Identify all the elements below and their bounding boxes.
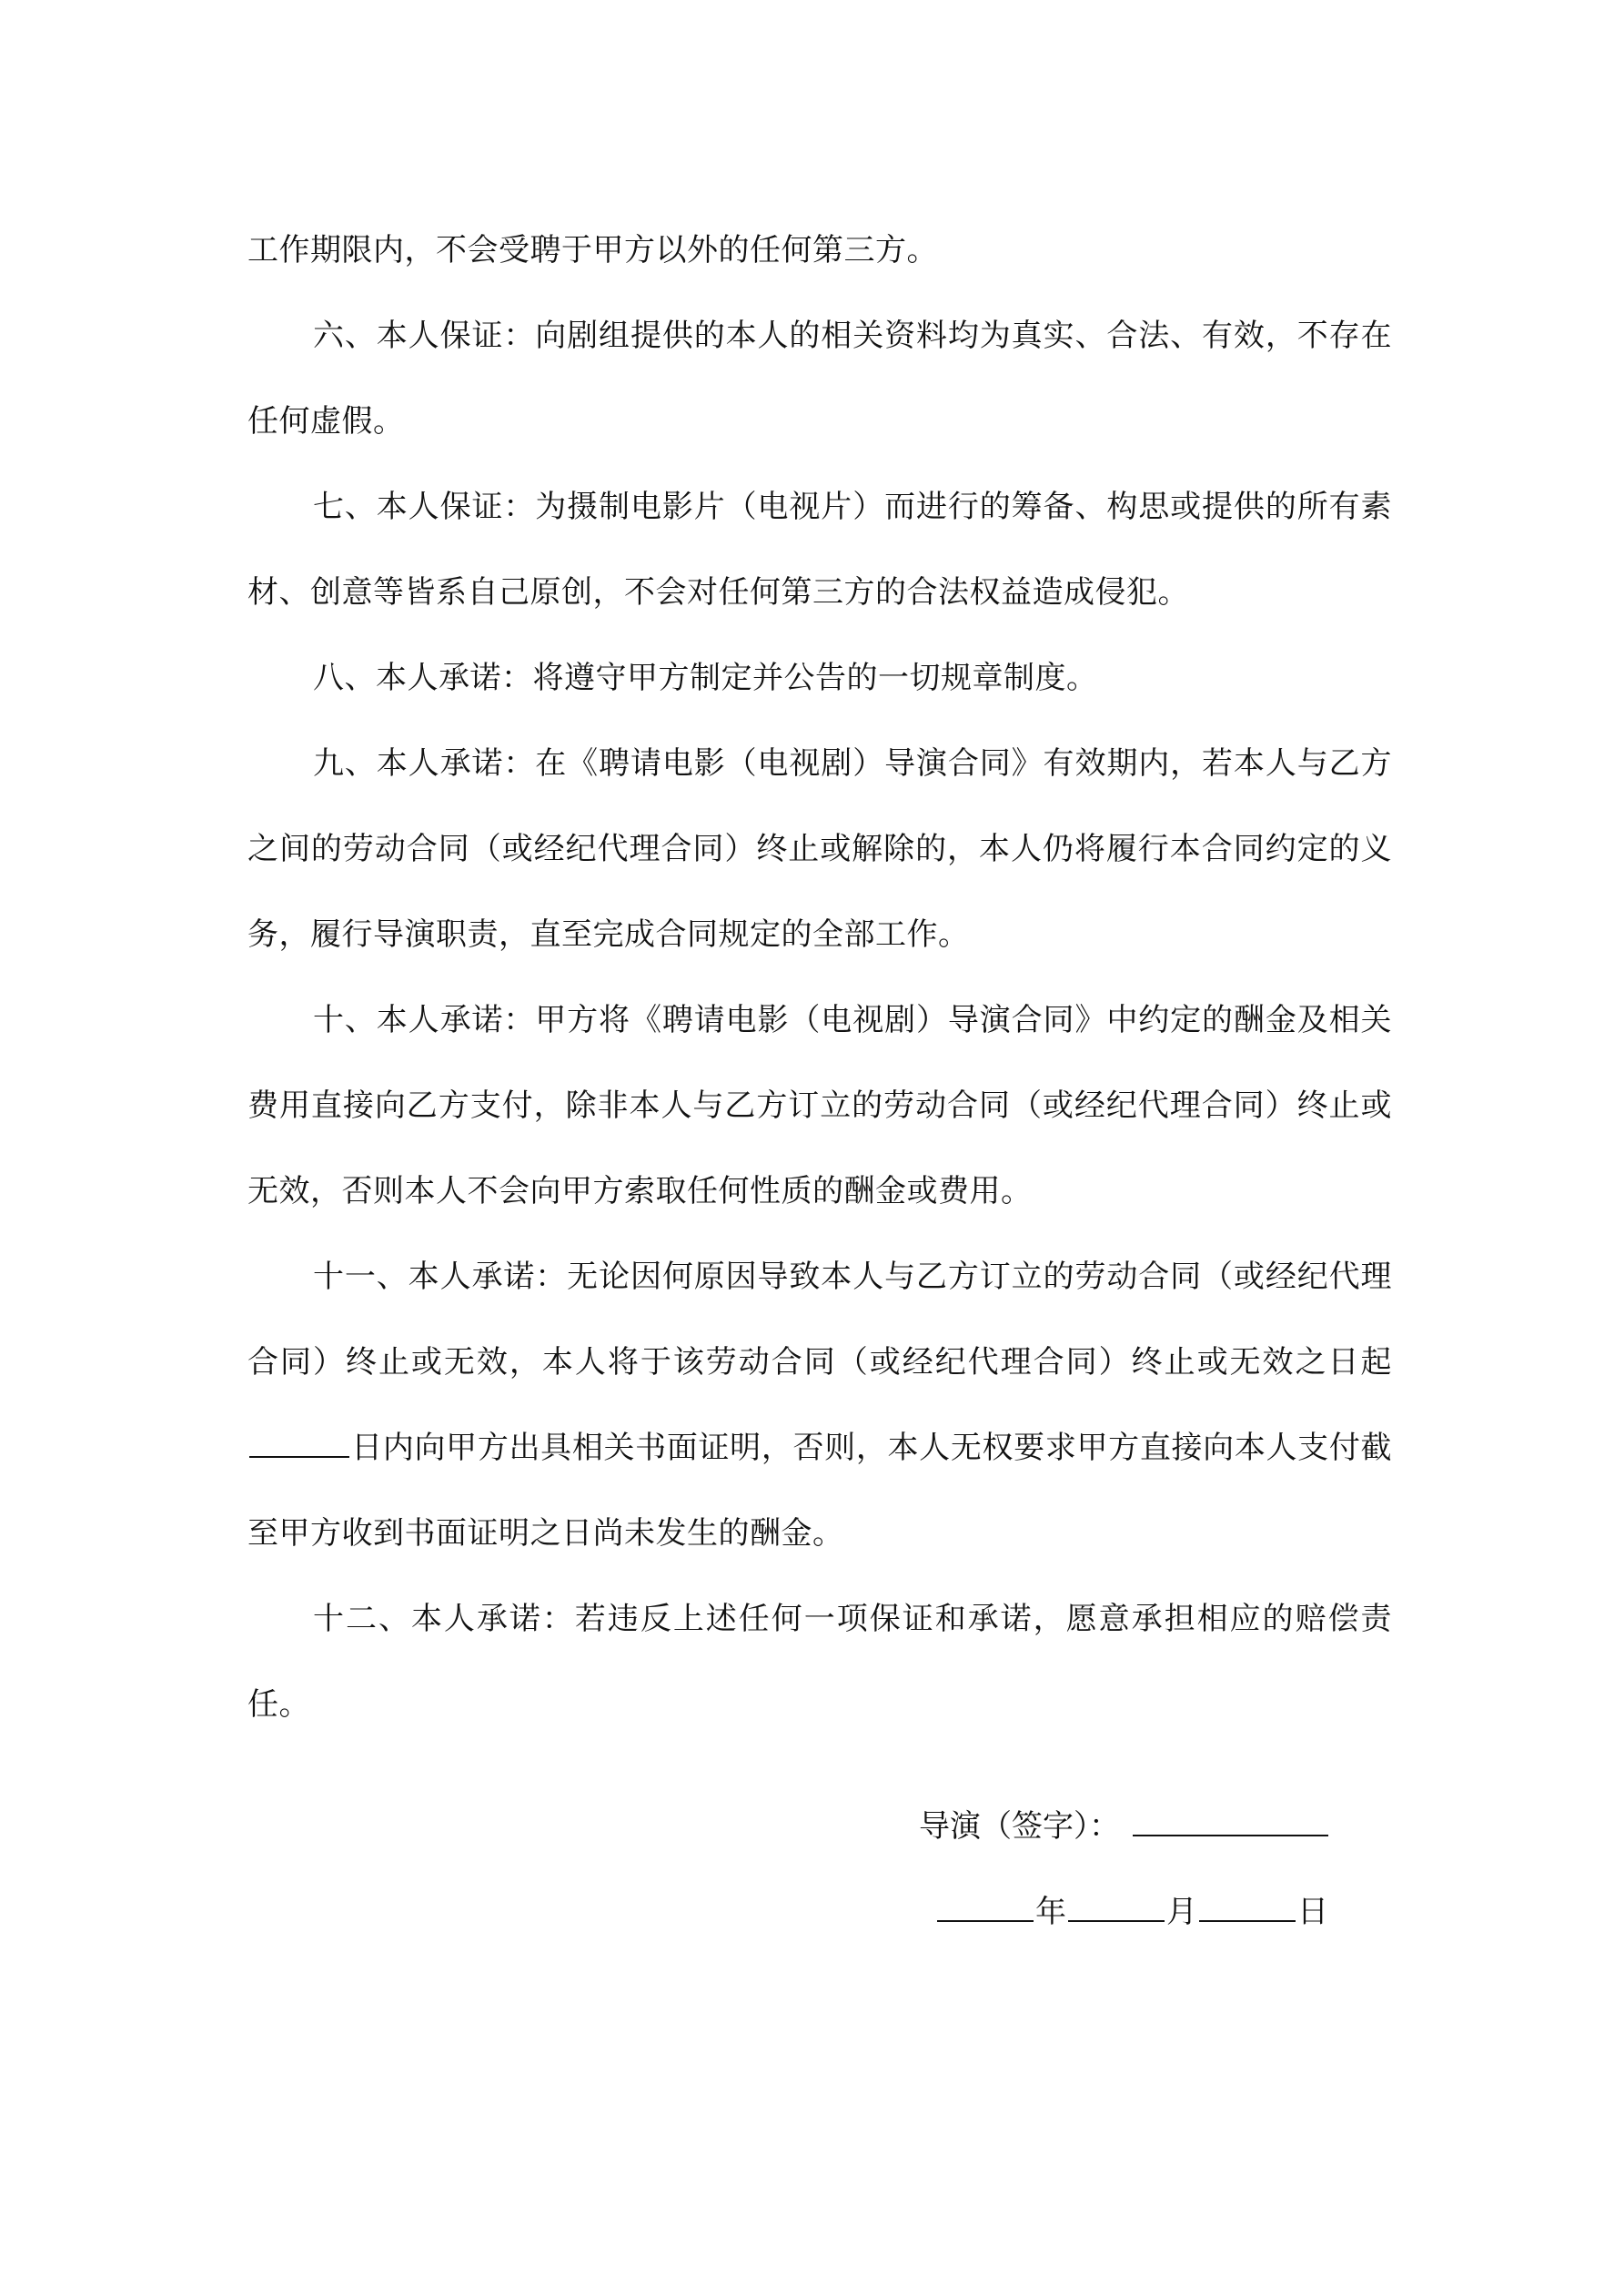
director-signature-field[interactable] xyxy=(1133,1811,1328,1836)
director-signature-label: 导演（签字）： xyxy=(919,1808,1120,1845)
paragraph-clause-10: 十、本人承诺：甲方将《聘请电影（电视剧）导演合同》中约定的酬金及相关费用直接向乙方支付，除非本人与乙方订立的劳动合同（或经纪代理合同）终止或无效，否则本人不会向甲方索取任何性质的酬金或费用。 xyxy=(247,1002,1392,1209)
clause-11-text-after-blank: 日内向甲方出具相关书面证明，否则，本人无权要求甲方直接向本人支付截至甲方收到书面证明之日尚未发生的酬金。 xyxy=(247,1430,1392,1552)
document-body xyxy=(247,207,1392,1747)
director-signature-line xyxy=(919,1784,1392,1869)
days-blank-field[interactable] xyxy=(249,1432,349,1458)
day-label: 日 xyxy=(1297,1894,1328,1930)
year-blank-field[interactable] xyxy=(937,1896,1034,1922)
clause-11-text-before-blank: 十一、本人承诺：无论因何原因导致本人与乙方订立的劳动合同（或经纪代理合同）终止或无效，本人将于该劳动合同（或经纪代理合同）终止或无效之日起 xyxy=(247,1259,1392,1381)
month-blank-field[interactable] xyxy=(1068,1896,1165,1922)
signature-date-line xyxy=(935,1869,1392,1955)
paragraph-clause-6: 六、本人保证：向剧组提供的本人的相关资料均为真实、合法、有效，不存在任何虚假。 xyxy=(247,318,1392,440)
month-label: 月 xyxy=(1166,1894,1197,1930)
paragraph-clause-9: 九、本人承诺：在《聘请电影（电视剧）导演合同》有效期内，若本人与乙方之间的劳动合同（或经纪代理合同）终止或解除的，本人仍将履行本合同约定的义务，履行导演职责，直至完成合同规定的全部工作。 xyxy=(247,745,1392,953)
signature-block xyxy=(919,1784,1392,1955)
paragraph-continuation: 工作期限内，不会受聘于甲方以外的任何第三方。 xyxy=(247,232,938,268)
paragraph-clause-12: 十二、本人承诺：若违反上述任何一项保证和承诺，愿意承担相应的赔偿责任。 xyxy=(247,1601,1392,1723)
paragraph-clause-7: 七、本人保证：为摄制电影片（电视片）而进行的筹备、构思或提供的所有素材、创意等皆系自己原创，不会对任何第三方的合法权益造成侵犯。 xyxy=(247,489,1392,611)
year-label: 年 xyxy=(1035,1894,1066,1930)
paragraph-clause-8: 八、本人承诺：将遵守甲方制定并公告的一切规章制度。 xyxy=(313,660,1098,696)
day-blank-field[interactable] xyxy=(1199,1896,1296,1922)
paragraph-clause-11 xyxy=(247,1234,1392,1576)
